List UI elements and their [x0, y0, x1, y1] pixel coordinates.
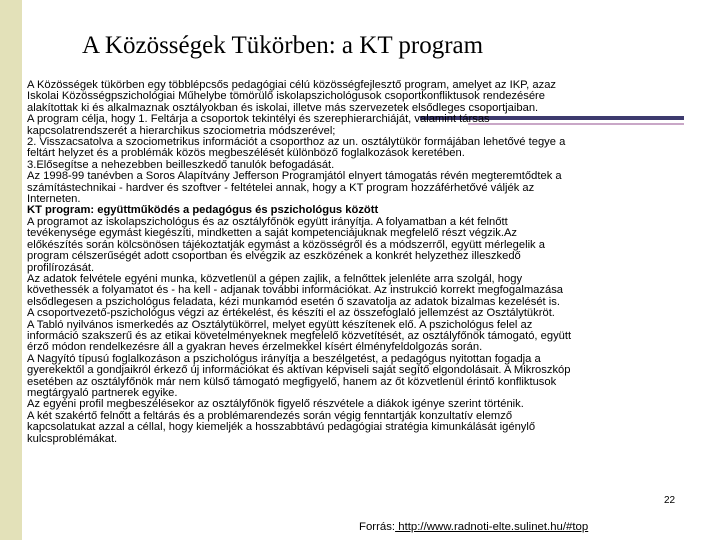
- text-line: 3.Elősegítse a nehezebben beilleszkedő tanulók befogadását.: [27, 158, 335, 171]
- text-line: információ szakszerű és az etikai követelményeknek megfelelő közvetítését, az osztályfőnök támogató, együtt: [27, 329, 572, 342]
- text-line: kapcsolatrendszerét a hierarchikus szociometria módszerével;: [27, 124, 336, 137]
- text-line: tevékenysége egymást kiegészíti, mindketten a saját kompetenciájuknak megfelelő részt végzik.Az: [27, 227, 518, 240]
- text-line: A csoportvezető-pszichológus végzi az értékelést, és készíti el az összefoglaló jellemzést az Osztálytükröt.: [27, 307, 555, 320]
- paragraph-nagyito: [27, 354, 707, 400]
- text-line: 2. Visszacsatolva a szociometrikus információt a csoporthoz az un. osztálytükör formájában lehetővé tegye a: [27, 136, 566, 149]
- text-line: Az adatok felvétele egyéni munka, közvetlenül a gépen zajlik, a felnőttek jelenléte arra szolgál, hogy: [27, 272, 523, 285]
- text-line: érző módon rendelkezésre áll a gyakran heves érzelmekkel kísért élményfeldolgozás során.: [27, 341, 483, 354]
- paragraph-cooperation: [27, 217, 707, 274]
- text-line: profilírozását.: [27, 261, 95, 274]
- text-line: Iskolai Közösségpszichológiai Műhelybe tömörülő iskolapszichológusok csoportkonfliktusok rendezésére: [27, 90, 546, 103]
- source-label: Forrás:: [359, 521, 396, 533]
- text-line: A program célja, hogy 1. Feltárja a csoportok tekintélyi és szerephierarchiáját, valamint társas: [27, 113, 490, 126]
- text-line: elsődlegesen a pszichológus feladata, kézi munkamód esetén ő szavatolja az adatok bizalmas kezelését is.: [27, 295, 560, 308]
- paragraph-consultation: [27, 411, 707, 445]
- page-number: 22: [664, 495, 676, 506]
- text-fragment-tail: ő: [528, 421, 536, 434]
- text-line: követhessék a folyamatot és - ha kell - adjanak további információkat. Az instrukció korrekt megfogalmazása: [27, 284, 564, 297]
- text-line: Interneten.: [27, 193, 81, 206]
- slide-body: [27, 80, 707, 445]
- text-line: [27, 422, 707, 433]
- paragraph-tablo: [27, 320, 707, 354]
- text-line: A programot az iskolapszichológus és az osztályfőnök együtt irányítja. A folyamatban a két felnőtt: [27, 215, 508, 228]
- text-line: számítástechnikai - hardver és szoftver - feltételei annak, hogy a KT program hozzáférhetővé váljék az: [27, 181, 535, 194]
- text-line: feltárt helyzet és a problémák közös megbeszélését különböző foglalkozások keretében.: [27, 147, 465, 160]
- text-line: Az 1998-99 tanévben a Soros Alapítvány Jefferson Programjától elnyert támogatás révén megteremtődtek a: [27, 170, 562, 183]
- text-line: megtárgyaló partnerek egyike.: [27, 386, 178, 399]
- paragraph-intro: [27, 80, 707, 114]
- paragraph-data-collection: [27, 274, 707, 308]
- slide-sidebar-band: [0, 0, 22, 540]
- paragraph-goal: [27, 114, 707, 137]
- slide-title: A Közösségek Tükörben: a KT program: [82, 32, 484, 59]
- text-fragment: kapcsolatukat azzal a céllal, hogy kiemeljék a hosszabbtávú pedagógiai stratégia kimunkálását igényl: [27, 421, 529, 434]
- text-line: gyerekektől a gondjaikról érkező új információkat és aktívan képviseli saját segítő elgondolásait. A Mikroszkóp: [27, 364, 571, 377]
- paragraph-evaluation: [27, 308, 707, 319]
- text-line: előkészítés során kölcsönösen tájékoztatják egymást a közösségről és a módszerről, együtt mérlegelik a: [27, 238, 545, 251]
- text-line: A Közösségek tükörben egy többlépcsős pedagógiai célú közösségfejlesztő program, amelyet az IKP, azaz: [27, 79, 557, 91]
- source-link[interactable]: http://www.radnoti-elte.sulinet.hu/#top: [395, 521, 589, 533]
- text-line: program célszerűségét adott csoportban és elvégzik az eszközének a konkrét helyzethez illeszkedő: [27, 250, 521, 263]
- text-line: alakítottak ki és alkalmaznak osztályokban és iskolai, illetve más szervezetek elsődleges csoportjaiban.: [27, 101, 539, 114]
- text-line: esetében az osztályfőnök már nem külső támogató megfigyelő, hanem az őt közvetlenül érintő konfliktusok: [27, 375, 557, 388]
- text-line: A Nagyító típusú foglalkozáson a pszichológus irányítja a beszélgetést, a pedagógus nyitottan fogadja a: [27, 352, 541, 365]
- text-line: A két szakértő felnőtt a feltárás és a problémarendezés során végig fenntartják konzultatív elemző: [27, 409, 513, 422]
- heading-line: KT program: együttműködés a pedagógus és pszichológus között: [27, 204, 379, 217]
- paragraph-goal-2: [27, 137, 707, 160]
- text-line: kulcsproblémákat.: [27, 432, 118, 445]
- text-line: A Tabló nyilvános ismerkedés az Osztálytükörrel, melyet együtt készítenek elő. A pszichológus felel az: [27, 318, 533, 331]
- paragraph-funding: [27, 171, 707, 205]
- text-line: Az egyéni profil megbeszélésekor az osztályfőnök figyelő részvétele a diákok igénye szerint történik.: [27, 398, 524, 411]
- source-citation: [359, 521, 588, 533]
